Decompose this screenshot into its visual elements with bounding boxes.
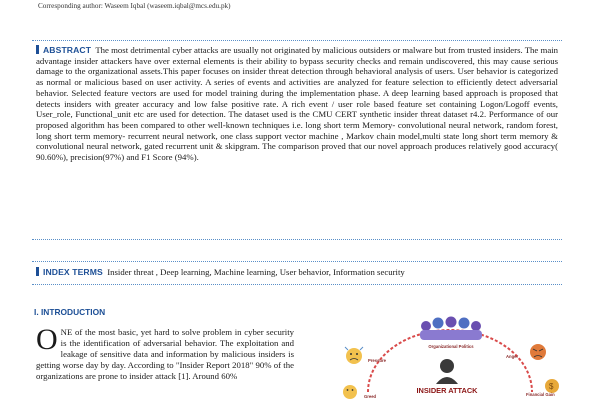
label-pressure: Pressure [368, 358, 386, 363]
svg-text:$: $ [549, 382, 554, 391]
index-terms-paragraph [36, 266, 558, 278]
money-icon [545, 379, 559, 393]
introduction-text: NE of the most basic, yet hard to solve problem in cyber security is the identification of adversarial behavior. The exploitation and leakage of sensitive data and information by malicious insiders is getting worse day by day. According to "Insider Report 2018" 90% of the organizations are prone to insider attack [1]. Around 60% [36, 327, 294, 381]
figure-title: INSIDER ATTACK [416, 386, 478, 395]
people-icon [420, 317, 482, 341]
label-anger: Anger [506, 354, 519, 359]
index-terms-box [32, 261, 562, 285]
insider-attack-figure [330, 300, 570, 400]
index-terms-heading: INDEX TERMS [43, 267, 103, 277]
abstract-heading: ABSTRACT [43, 45, 92, 55]
index-terms-text: Insider threat , Deep learning, Machine learning, User behavior, Information security [107, 267, 405, 277]
abstract-marker [36, 45, 39, 54]
abstract-box [32, 40, 562, 240]
greed-face-icon [343, 385, 357, 399]
figure-graphic [330, 300, 570, 400]
abstract-text: The most detrimental cyber attacks are usually not originated by malicious outsiders or malware but from trusted insiders. The main advantage insider attackers have over external elements is their ability to bypass security checks and remain undiscovered, this may cause serious damage to the organizational assets.This paper focuses on insider threat detection through behavioral analysis of users. User behavior is categorized as normal or malicious based on user activity. A series of events and activities are analyzed for feature selection to efficiently detect adversarial behavior. Selected feature vectors are used for model training during the implementation phase. A deep learning based approach is proposed that detects insiders with greater accuracy and low false positive rate. A rich event / user role based feature set containing Logon/Logoff events, User_role, Functional_unit etc are used for detection. The dataset used is the CMU CERT synthetic insider threat dataset r4.2. Performance of our proposed algorithm has been compared to other well-known techniques i.e. long short term Memory- convolutional neural network, random forest, long short term memory- recurrent neural network, one class support vector machine , Markov chain model,multi state long short term memory & convolutional neural network, gated recurrent unit & skipgram. The comparison proved that our novel approach produces relatively good accuracy( 90.60%), precision(97%) and F1 Score (94%). [36, 45, 559, 163]
introduction-paragraph [36, 323, 294, 382]
anger-face-icon [530, 344, 546, 360]
introduction-heading: I. INTRODUCTION [34, 307, 106, 317]
index-terms-marker [36, 267, 39, 276]
label-financial-gain: Financial Gain [526, 392, 555, 397]
corresponding-author: Corresponding author: Waseem Iqbal (waseem.iqbal@mcs.edu.pk) [38, 2, 231, 10]
label-greed: Greed [364, 394, 377, 399]
attacker-icon [436, 359, 458, 384]
label-organizational-politics: Organizational Politics [428, 344, 474, 349]
drop-cap: O [36, 323, 58, 356]
abstract-paragraph [36, 45, 558, 163]
pressure-face-icon [345, 347, 363, 364]
